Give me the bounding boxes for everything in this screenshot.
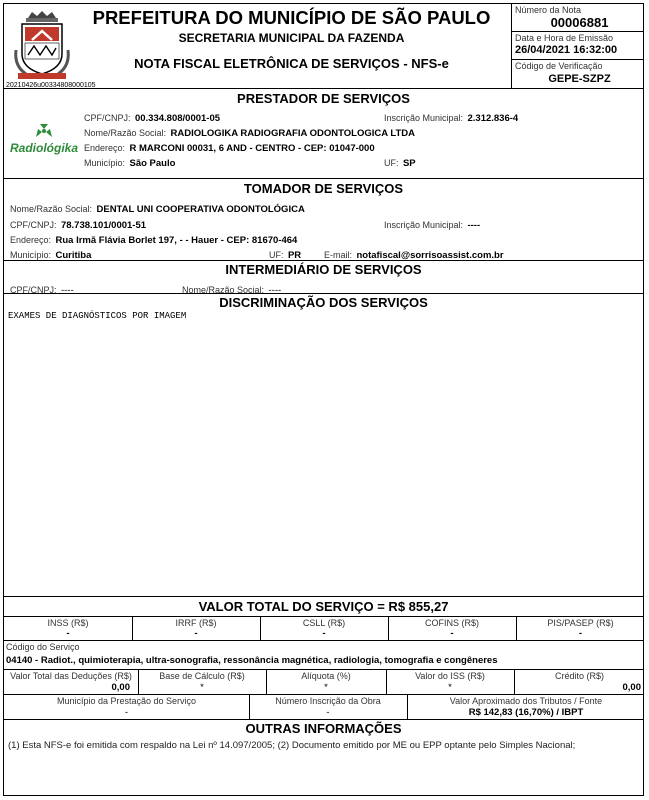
verification-code-label: Código de Verificação [515,61,603,71]
approx-taxes: R$ 142,83 (16,70%) / IBPT [468,707,584,718]
customer-uf: PR [287,250,302,261]
work-registration-label: Número Inscrição da Obra [275,696,381,706]
intermediary-name: ---- [268,285,282,296]
inss-label: INSS (R$) [47,618,89,628]
document-title: NOTA FISCAL ELETRÔNICA DE SERVIÇOS - NFS-e [134,56,449,71]
iss-label: Valor do ISS (R$) [415,671,485,681]
deductions-value: 0,00 [111,682,130,693]
provider-cnpj-label: CPF/CNPJ: [84,113,131,123]
provider-logo [8,124,80,160]
provider-im-label: Inscrição Municipal: [384,113,464,123]
rate-value: * [324,682,328,693]
calc-base-label: Base de Cálculo (R$) [159,671,245,681]
customer-city-label: Município: [10,250,52,260]
customer-address-label: Endereço: [10,235,52,245]
intermediary-cnpj-label: CPF/CNPJ: [10,285,57,295]
intermediary-name-label: Nome/Razão Social: [182,285,265,295]
credit-label: Crédito (R$) [554,671,604,681]
provider-im: 2.312.836-4 [467,113,519,124]
intermediary-cnpj: ---- [60,285,74,296]
iss-value: * [448,682,452,693]
customer-name-label: Nome/Razão Social: [10,204,93,214]
service-total-value: VALOR TOTAL DO SERVIÇO = R$ 855,27 [198,599,449,614]
city-coat-of-arms-logo [12,10,72,82]
customer-uf-label: UF: [269,250,284,260]
invoice-number-label: Número da Nota [515,5,582,15]
provider-city: São Paulo [129,158,176,169]
provider-city-label: Município: [84,158,126,168]
irrf-label: IRRF (R$) [175,618,217,628]
cofins-label: COFINS (R$) [425,618,479,628]
logo-code: 20210426u00334808000105 [6,82,96,89]
provider-section-title: PRESTADOR DE SERVIÇOS [237,91,410,106]
services-description-text: EXAMES DE DIAGNÓSTICOS POR IMAGEM [8,311,187,321]
customer-name: DENTAL UNI COOPERATIVA ODONTOLÓGICA [96,204,305,215]
other-info-text: (1) Esta NFS-e foi emitida com respaldo na Lei nº 14.097/2005; (2) Documento emitido por ME ou EPP optante pelo Simples Nacional; [8,740,576,751]
csll-label: CSLL (R$) [302,618,346,628]
approx-taxes-label: Valor Aproximado dos Tributos / Fonte [449,696,603,706]
provider-address: R MARCONI 00031, 6 AND - CENTRO - CEP: 01047-000 [129,143,375,154]
deductions-label: Valor Total das Deduções (R$) [10,671,132,681]
page-title: PREFEITURA DO MUNICÍPIO DE SÃO PAULO [92,7,491,28]
customer-email-label: E-mail: [324,250,353,260]
nfse-document [3,3,644,796]
provider-name-label: Nome/Razão Social: [84,128,167,138]
intermediary-section-title: INTERMEDIÁRIO DE SERVIÇOS [225,262,422,277]
customer-cnpj: 78.738.101/0001-51 [60,220,147,231]
provider-uf: SP [402,158,416,169]
service-code: 04140 - Radiot., quimioterapia, ultra-sonografia, ressonância magnética, radiologia, tomografia e congêneres [6,655,498,666]
customer-email: notafiscal@sorrisoassist.com.br [356,250,504,261]
calc-base-value: * [200,682,204,693]
verification-code: GEPE-SZPZ [548,73,611,85]
provider-cnpj: 00.334.808/0001-05 [134,113,221,124]
customer-im: ---- [467,220,481,231]
irrf-value: - [194,628,198,639]
csll-value: - [322,628,326,639]
other-info-title: OUTRAS INFORMAÇÕES [245,721,402,736]
invoice-number: 00006881 [550,15,609,30]
provider-name: RADIOLOGIKA RADIOGRAFIA ODONTOLOGICA LTDA [170,128,416,139]
pis-pasep-label: PIS/PASEP (R$) [547,618,614,628]
pis-pasep-value: - [578,628,583,639]
customer-address: Rua Irmã Flávia Borlet 197, - - Hauer - CEP: 81670-464 [55,235,298,246]
services-description-title: DISCRIMINAÇÃO DOS SERVIÇOS [219,295,428,310]
rate-label: Alíquota (%) [301,671,351,681]
service-municipality-label: Município da Prestação do Serviço [56,696,197,706]
provider-logo-text: Radiológika [10,141,79,155]
inss-value: - [66,628,70,639]
customer-section-title: TOMADOR DE SERVIÇOS [243,181,404,196]
provider-address-label: Endereço: [84,143,126,153]
customer-city: Curitiba [55,250,92,261]
customer-cnpj-label: CPF/CNPJ: [10,220,57,230]
work-registration: - [326,707,330,718]
cofins-value: - [450,628,454,639]
service-code-label: Código do Serviço [6,642,80,652]
service-municipality: - [124,707,129,718]
provider-uf-label: UF: [384,158,399,168]
credit-value: 0,00 [622,682,641,693]
customer-im-label: Inscrição Municipal: [384,220,464,230]
page-subtitle: SECRETARIA MUNICIPAL DA FAZENDA [178,31,405,45]
issue-date-label: Data e Hora de Emissão [515,33,614,43]
issue-date: 26/04/2021 16:32:00 [515,44,618,56]
